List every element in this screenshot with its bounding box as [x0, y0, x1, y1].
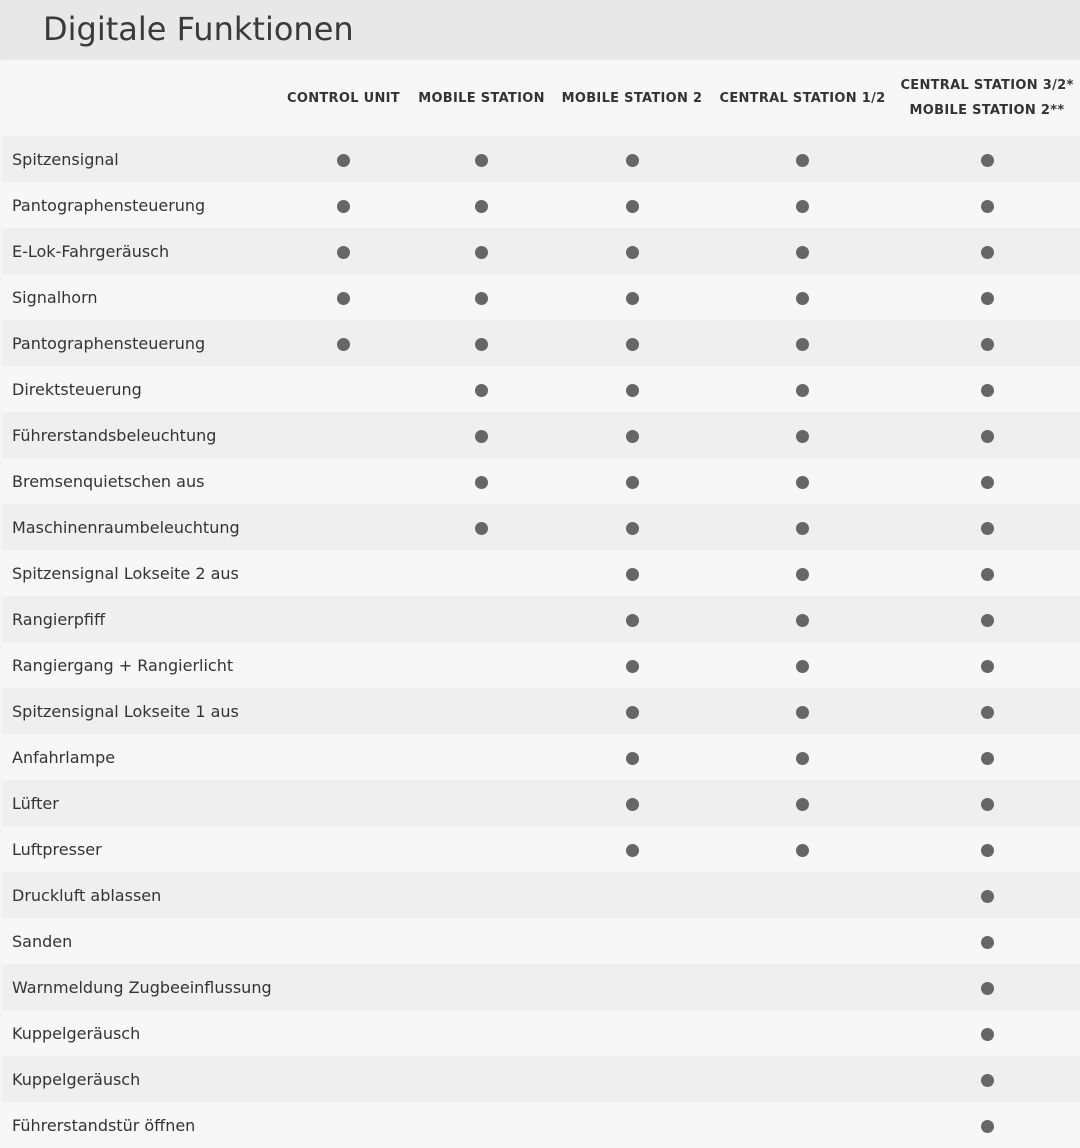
- page-title: Digitale Funktionen: [43, 10, 354, 48]
- header-function: [2, 60, 277, 136]
- support-cell: [711, 182, 894, 228]
- function-name: Maschinenraumbeleuchtung: [12, 517, 240, 537]
- support-cell: [410, 458, 553, 504]
- function-name: Kuppelgeräusch: [12, 1069, 141, 1089]
- functions-table: [2, 60, 1080, 1148]
- supported-dot-icon: [626, 706, 639, 719]
- support-cell: [277, 734, 410, 780]
- supported-dot-icon: [626, 430, 639, 443]
- table-row: [2, 826, 1080, 872]
- supported-dot-icon: [981, 384, 994, 397]
- support-cell: [410, 412, 553, 458]
- header-control-unit: CONTROL UNIT: [287, 90, 400, 106]
- support-cell: [277, 826, 410, 872]
- supported-dot-icon: [981, 476, 994, 489]
- support-cell: [553, 412, 711, 458]
- function-name: Lüfter: [12, 793, 59, 813]
- support-cell: [711, 872, 894, 918]
- table-row: [2, 458, 1080, 504]
- supported-dot-icon: [981, 154, 994, 167]
- supported-dot-icon: [796, 292, 809, 305]
- support-cell: [277, 780, 410, 826]
- support-cell: [894, 228, 1080, 274]
- table-header-row: [2, 60, 1080, 136]
- supported-dot-icon: [626, 798, 639, 811]
- supported-dot-icon: [981, 292, 994, 305]
- support-cell: [553, 872, 711, 918]
- support-cell: [711, 550, 894, 596]
- support-cell: [410, 550, 553, 596]
- table-row: [2, 964, 1080, 1010]
- support-cell: [410, 228, 553, 274]
- table-row: [2, 872, 1080, 918]
- supported-dot-icon: [626, 154, 639, 167]
- support-cell: [894, 734, 1080, 780]
- support-cell: [894, 504, 1080, 550]
- support-cell: [277, 918, 410, 964]
- support-cell: [410, 182, 553, 228]
- table-row: [2, 734, 1080, 780]
- supported-dot-icon: [981, 752, 994, 765]
- function-name: Luftpresser: [12, 839, 102, 859]
- supported-dot-icon: [796, 246, 809, 259]
- support-cell: [894, 458, 1080, 504]
- support-cell: [894, 136, 1080, 182]
- table-row: [2, 550, 1080, 596]
- support-cell: [894, 642, 1080, 688]
- support-cell: [553, 182, 711, 228]
- support-cell: [277, 412, 410, 458]
- support-cell: [894, 1056, 1080, 1102]
- support-cell: [711, 366, 894, 412]
- support-cell: [553, 780, 711, 826]
- support-cell: [711, 918, 894, 964]
- support-cell: [894, 320, 1080, 366]
- function-name: Kuppelgeräusch: [12, 1023, 141, 1043]
- supported-dot-icon: [981, 706, 994, 719]
- support-cell: [410, 872, 553, 918]
- function-name: Führerstandsbeleuchtung: [12, 425, 217, 445]
- support-cell: [711, 1102, 894, 1148]
- support-cell: [410, 366, 553, 412]
- function-name: Rangiergang + Rangierlicht: [12, 655, 234, 675]
- support-cell: [711, 734, 894, 780]
- support-cell: [711, 1010, 894, 1056]
- supported-dot-icon: [626, 660, 639, 673]
- support-cell: [711, 412, 894, 458]
- support-cell: [894, 1102, 1080, 1148]
- function-name: Führerstandstür öffnen: [12, 1115, 196, 1135]
- supported-dot-icon: [475, 246, 488, 259]
- support-cell: [277, 1010, 410, 1056]
- support-cell: [277, 504, 410, 550]
- support-cell: [894, 780, 1080, 826]
- supported-dot-icon: [796, 752, 809, 765]
- table-row: [2, 366, 1080, 412]
- supported-dot-icon: [337, 292, 350, 305]
- supported-dot-icon: [475, 154, 488, 167]
- supported-dot-icon: [981, 890, 994, 903]
- support-cell: [711, 826, 894, 872]
- supported-dot-icon: [981, 844, 994, 857]
- support-cell: [277, 136, 410, 182]
- support-cell: [410, 826, 553, 872]
- supported-dot-icon: [475, 200, 488, 213]
- support-cell: [894, 688, 1080, 734]
- supported-dot-icon: [337, 246, 350, 259]
- supported-dot-icon: [475, 476, 488, 489]
- supported-dot-icon: [626, 338, 639, 351]
- support-cell: [553, 136, 711, 182]
- support-cell: [277, 872, 410, 918]
- supported-dot-icon: [626, 476, 639, 489]
- support-cell: [553, 688, 711, 734]
- supported-dot-icon: [626, 614, 639, 627]
- table-row: [2, 1102, 1080, 1148]
- support-cell: [277, 366, 410, 412]
- support-cell: [894, 412, 1080, 458]
- supported-dot-icon: [626, 844, 639, 857]
- support-cell: [711, 136, 894, 182]
- support-cell: [410, 274, 553, 320]
- function-name: E-Lok-Fahrgeräusch: [12, 241, 170, 261]
- supported-dot-icon: [475, 430, 488, 443]
- supported-dot-icon: [981, 1028, 994, 1041]
- support-cell: [277, 1056, 410, 1102]
- support-cell: [410, 918, 553, 964]
- function-name: Direktsteuerung: [12, 379, 142, 399]
- function-name: Spitzensignal: [12, 149, 119, 169]
- support-cell: [410, 504, 553, 550]
- support-cell: [894, 964, 1080, 1010]
- support-cell: [553, 596, 711, 642]
- support-cell: [711, 458, 894, 504]
- support-cell: [410, 688, 553, 734]
- support-cell: [553, 1010, 711, 1056]
- supported-dot-icon: [796, 476, 809, 489]
- supported-dot-icon: [796, 430, 809, 443]
- support-cell: [711, 274, 894, 320]
- table-row: [2, 504, 1080, 550]
- support-cell: [553, 228, 711, 274]
- supported-dot-icon: [796, 200, 809, 213]
- support-cell: [553, 366, 711, 412]
- support-cell: [553, 550, 711, 596]
- support-cell: [553, 826, 711, 872]
- supported-dot-icon: [981, 936, 994, 949]
- table-row: [2, 780, 1080, 826]
- table-row: [2, 412, 1080, 458]
- supported-dot-icon: [796, 384, 809, 397]
- support-cell: [711, 1056, 894, 1102]
- title-bar: [0, 0, 1080, 60]
- table-row: [2, 228, 1080, 274]
- support-cell: [277, 596, 410, 642]
- supported-dot-icon: [796, 798, 809, 811]
- support-cell: [277, 228, 410, 274]
- table-row: [2, 274, 1080, 320]
- supported-dot-icon: [626, 522, 639, 535]
- support-cell: [894, 274, 1080, 320]
- supported-dot-icon: [981, 522, 994, 535]
- supported-dot-icon: [981, 1120, 994, 1133]
- support-cell: [711, 642, 894, 688]
- support-cell: [894, 596, 1080, 642]
- table-row: [2, 918, 1080, 964]
- supported-dot-icon: [981, 660, 994, 673]
- support-cell: [410, 136, 553, 182]
- table-row: [2, 596, 1080, 642]
- support-cell: [277, 1102, 410, 1148]
- function-name: Pantographensteuerung: [12, 195, 206, 215]
- supported-dot-icon: [626, 200, 639, 213]
- support-cell: [410, 964, 553, 1010]
- support-cell: [410, 780, 553, 826]
- support-cell: [277, 642, 410, 688]
- support-cell: [711, 964, 894, 1010]
- supported-dot-icon: [337, 200, 350, 213]
- function-name: Rangierpfiff: [12, 609, 105, 629]
- function-name: Druckluft ablassen: [12, 885, 162, 905]
- supported-dot-icon: [981, 430, 994, 443]
- supported-dot-icon: [796, 614, 809, 627]
- supported-dot-icon: [796, 706, 809, 719]
- support-cell: [277, 274, 410, 320]
- supported-dot-icon: [337, 338, 350, 351]
- table-row: [2, 642, 1080, 688]
- supported-dot-icon: [337, 154, 350, 167]
- supported-dot-icon: [981, 568, 994, 581]
- support-cell: [410, 1056, 553, 1102]
- table-row: [2, 320, 1080, 366]
- support-cell: [711, 780, 894, 826]
- support-cell: [894, 918, 1080, 964]
- support-cell: [553, 504, 711, 550]
- supported-dot-icon: [626, 292, 639, 305]
- supported-dot-icon: [981, 338, 994, 351]
- support-cell: [553, 964, 711, 1010]
- supported-dot-icon: [796, 522, 809, 535]
- support-cell: [553, 918, 711, 964]
- function-name: Spitzensignal Lokseite 2 aus: [12, 563, 239, 583]
- table-row: [2, 136, 1080, 182]
- support-cell: [553, 1102, 711, 1148]
- supported-dot-icon: [981, 798, 994, 811]
- support-cell: [410, 734, 553, 780]
- support-cell: [711, 320, 894, 366]
- support-cell: [711, 504, 894, 550]
- support-cell: [894, 826, 1080, 872]
- function-name: Sanden: [12, 931, 73, 951]
- supported-dot-icon: [475, 522, 488, 535]
- support-cell: [410, 1010, 553, 1056]
- header-central-station-3-2: CENTRAL STATION 3/2* MOBILE STATION 2**: [900, 78, 1074, 118]
- support-cell: [553, 458, 711, 504]
- support-cell: [410, 320, 553, 366]
- supported-dot-icon: [796, 338, 809, 351]
- function-name: Anfahrlampe: [12, 747, 116, 767]
- support-cell: [711, 596, 894, 642]
- supported-dot-icon: [626, 384, 639, 397]
- supported-dot-icon: [796, 844, 809, 857]
- supported-dot-icon: [981, 246, 994, 259]
- support-cell: [553, 1056, 711, 1102]
- table-row: [2, 1056, 1080, 1102]
- supported-dot-icon: [981, 614, 994, 627]
- supported-dot-icon: [981, 200, 994, 213]
- function-name: Spitzensignal Lokseite 1 aus: [12, 701, 239, 721]
- supported-dot-icon: [475, 292, 488, 305]
- support-cell: [894, 1010, 1080, 1056]
- support-cell: [410, 642, 553, 688]
- function-name: Signalhorn: [12, 287, 98, 307]
- support-cell: [277, 550, 410, 596]
- support-cell: [894, 550, 1080, 596]
- table-row: [2, 182, 1080, 228]
- support-cell: [410, 596, 553, 642]
- supported-dot-icon: [475, 384, 488, 397]
- support-cell: [894, 182, 1080, 228]
- supported-dot-icon: [981, 982, 994, 995]
- supported-dot-icon: [626, 752, 639, 765]
- function-name: Warnmeldung Zugbeeinflussung: [12, 977, 272, 997]
- support-cell: [894, 872, 1080, 918]
- supported-dot-icon: [796, 660, 809, 673]
- support-cell: [277, 458, 410, 504]
- supported-dot-icon: [981, 1074, 994, 1087]
- support-cell: [553, 320, 711, 366]
- support-cell: [410, 1102, 553, 1148]
- support-cell: [711, 228, 894, 274]
- function-name: Pantographensteuerung: [12, 333, 206, 353]
- support-cell: [277, 320, 410, 366]
- support-cell: [553, 734, 711, 780]
- supported-dot-icon: [626, 246, 639, 259]
- supported-dot-icon: [475, 338, 488, 351]
- table-row: [2, 1010, 1080, 1056]
- support-cell: [553, 274, 711, 320]
- header-mobile-station-2: MOBILE STATION 2: [561, 90, 703, 106]
- supported-dot-icon: [626, 568, 639, 581]
- table-row: [2, 688, 1080, 734]
- supported-dot-icon: [796, 568, 809, 581]
- header-central-station-1-2: CENTRAL STATION 1/2: [719, 90, 886, 106]
- header-mobile-station: MOBILE STATION: [418, 90, 545, 106]
- support-cell: [277, 964, 410, 1010]
- function-name: Bremsenquietschen aus: [12, 471, 205, 491]
- support-cell: [277, 688, 410, 734]
- support-cell: [894, 366, 1080, 412]
- support-cell: [711, 688, 894, 734]
- support-cell: [277, 182, 410, 228]
- support-cell: [553, 642, 711, 688]
- supported-dot-icon: [796, 154, 809, 167]
